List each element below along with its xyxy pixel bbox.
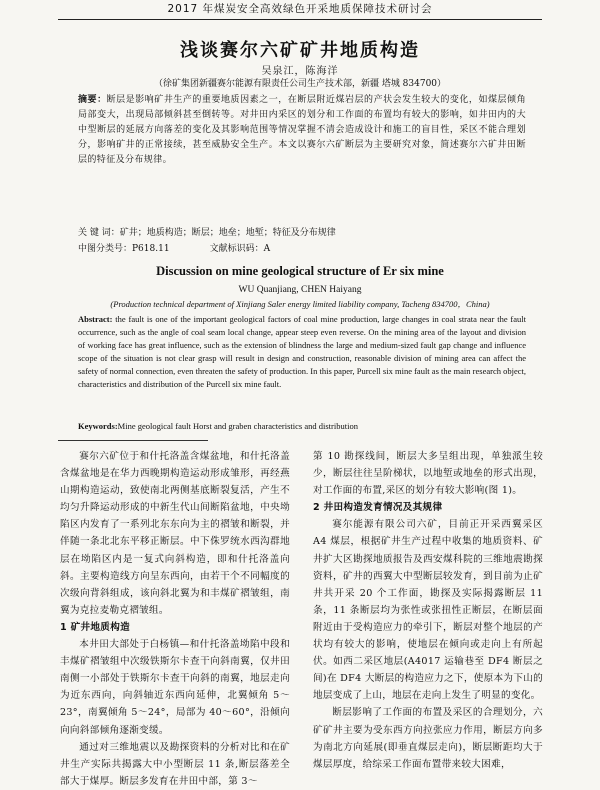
body-paragraph: 赛尔六矿位于和什托洛盖含煤盆地，和什托洛盖含煤盆地是在华力西晚期构造运动形成雏形，再经燕山期构造运动，致使南北两侧基底断裂复活，产生不均匀升降运动形成的中新生代山间断陷盆地，中央坳陷区内发育了一系列北东东向为主的褶皱和断裂，并伴随一条北北东平移正断层。中下侏罗统水西沟群地层在坳陷区内是一复式向斜构造，即和什托洛盖向斜。主要构造线方向呈东西向，由若干个不同幅度的次级向背斜组成，该向斜北翼为和丰煤矿褶皱组，南翼为克拉麦勒克褶皱组。: [60, 451, 290, 616]
affiliation-en: (Production technical department of Xinjiang Saler energy limited liability company, Tacheng 834700，China): [110, 299, 490, 309]
title-en: Discussion on mine geological structure of Er six mine: [156, 264, 444, 278]
section-heading-2: 2 井田构造发育情况及其规律: [313, 502, 443, 514]
running-header: 2017 年煤炭安全高效绿色开采地质保障技术研讨会: [167, 3, 433, 15]
abstract-en: [78, 313, 526, 390]
document-code: 文献标识码：A: [209, 244, 271, 254]
abstract-en-text: the fault is one of the important geological factors of coal mine production, large changes in coal strata near the fault occurrence, such as the angle of coal seam local change, appear steep even reverse. On the mining area of the layout and division of working face has great influence, such as the extension of blindness the large and medium-sized fault gap change and influence scope of the situation is not clear grasp will result in design and construction, reasonable division of mining area can affect the safety of normal connection, even threaten the safety of production. In this paper, Purcell six mine fault as the main research object, characteristics and distribution of the Purcell six mine fault.: [78, 314, 526, 389]
body-column-left: [60, 448, 290, 790]
abstract-zh-label: 摘要：: [78, 95, 107, 105]
separator-rule: [58, 440, 208, 441]
abstract-zh: [78, 93, 526, 168]
body-paragraph: 断层影响了工作面的布置及采区的合理划分，六矿矿井主要为受东西方向拉张应力作用，断层方向多为南北方向延展(即垂直煤层走向)，断层断距均大于煤层厚度，给综采工作面布置带来较大困难，: [313, 707, 543, 770]
body-paragraph: 本井田大部处于白杨镇—和什托洛盖坳陷中段和丰煤矿褶皱组中次级铁斯尔卡查干向斜南翼，仅井田南侧一小部处于铁斯尔卡查干向斜的南翼，地层走向为近东西向，向斜轴近东西向延伸，北翼倾角 5～23°，南翼倾角 5～24°，局部为 40～60°，沿倾向向向斜部倾角逐渐变缓。: [60, 639, 290, 736]
keywords-zh: [78, 226, 526, 240]
authors-en: WU Quanjiang, CHEN Haiyang: [238, 285, 362, 295]
abstract-en-label: Abstract:: [78, 314, 113, 324]
abstract-zh-text: 断层是影响矿井生产的重要地质因素之一，在断层附近煤岩层的产状会发生较大的变化，如煤层倾角局部变大，出现局部倾斜甚至倒转等。对井田内采区的划分和工作面的布置均有较大的影响，如井田内的大中型断层的延展方向落差的变化及其影响范围等情况掌握不清会造成设计和施工的盲目性，采区不能合理划分，影响矿井的正常接续，甚至威胁安全生产。本文以赛尔六矿断层为主要研究对象，简述赛尔六矿井田断层的特征及分布规律。: [78, 95, 526, 165]
header-rule: [58, 19, 542, 20]
body-paragraph: 通过对三维地震以及勘探资料的分析对比和在矿井生产实际共揭露大中小型断层 11 条,断层落差全部大于煤厚。断层多发育在井田中部，第 3～: [60, 741, 290, 787]
title-zh: 浅谈赛尔六矿矿井地质构造: [180, 40, 420, 61]
affiliation-zh: （徐矿集团新疆赛尔能源有限责任公司生产技术部，新疆 塔城 834700）: [153, 79, 447, 89]
classification-zh: [78, 242, 526, 256]
authors-zh: 吴泉江，陈海洋: [261, 66, 339, 77]
keywords-en-label: Keywords:: [78, 421, 118, 431]
keywords-en: [78, 420, 526, 432]
keywords-zh-label: 关 键 词：: [78, 228, 120, 238]
body-paragraph: 第 10 勘探线间，断层大多呈组出现，单独派生较少，断层往往呈阶梯状，以地堑或地垒的形式出现，对工作面的布置,采区的划分有较大影响(图 1)。: [313, 451, 543, 497]
section-heading-1: 1 矿井地质构造: [60, 621, 130, 633]
body-paragraph: 赛尔能源有限公司六矿，目前正开采西翼采区 A4 煤层，根据矿井生产过程中收集的地质资料、矿井扩大区勘探地质报告及西安煤科院的三维地震勘探资料，矿井的西翼大中型断层较发育，到目前为止矿井共开采 20 个工作面，勘探及实际揭露断层 11 条，11 条断层均为张性或张扭性正断层，在断层面附近由于受构造应力的牵引下，断层对整个地层的产状均有较大的影响，使地层在倾向或走向上有所起伏。如西二采区地层(A4017 运输巷至 DF4 断层之间)在 DF4 大断层的构造应力之下，使原本为下山的地层变成了上山，地层在走向上发生了明显的变化。: [313, 519, 543, 702]
clc-number: 中图分类号：P618.11: [78, 244, 170, 254]
keywords-zh-text: 矿井；地质构造；断层；地垒；地堑；特征及分布规律: [119, 228, 336, 238]
keywords-en-text: Mine geological fault Horst and graben characteristics and distribution: [117, 421, 358, 431]
body-column-right: [313, 448, 543, 773]
